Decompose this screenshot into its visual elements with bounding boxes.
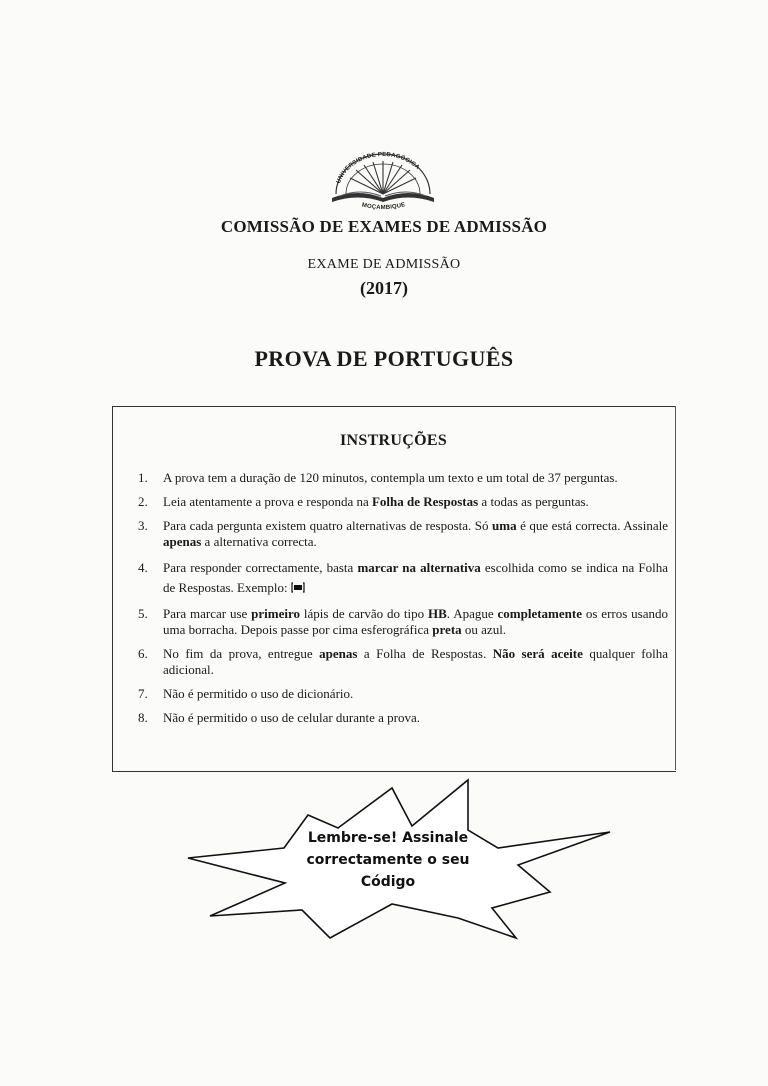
- university-seal-logo: [318, 150, 448, 214]
- instruction-text: os erros usando uma borracha. Depois passe por cima esferográfica: [163, 606, 668, 637]
- instruction-text: A prova tem a duração de 120 minutos, contempla um texto e um total de 37 perguntas.: [163, 470, 618, 485]
- instruction-text: lápis de carvão do tipo: [300, 606, 428, 621]
- instructions-list: [138, 470, 668, 734]
- instruction-text: a Folha de Respostas.: [357, 646, 493, 661]
- instruction-number: 6.: [138, 646, 148, 661]
- instruction-text: No fim da prova, entregue: [163, 646, 320, 661]
- instruction-text: Para marcar use: [163, 606, 252, 621]
- instruction-emphasis: apenas: [163, 534, 202, 549]
- instruction-number: 3.: [138, 518, 148, 533]
- instruction-number: 4.: [138, 560, 148, 575]
- instruction-number: 7.: [138, 686, 148, 701]
- instruction-text: Não é permitido o uso de dicionário.: [163, 686, 354, 701]
- seal-arc-text: UNIVERSIDADE PEDAGÓGICA: [335, 151, 421, 185]
- reminder-text: [270, 827, 506, 893]
- instruction-item: [138, 606, 668, 638]
- instruction-item: [138, 558, 668, 598]
- instruction-item: [138, 494, 668, 510]
- instruction-text: Leia atentamente a prova e responda na: [163, 494, 372, 509]
- instruction-emphasis: primeiro: [251, 606, 301, 621]
- instruction-emphasis: Não será aceite: [492, 646, 583, 661]
- instruction-text: Para cada pergunta existem quatro alternativas de resposta. Só: [163, 518, 493, 533]
- instruction-emphasis: completamente: [497, 606, 582, 621]
- instruction-text: Não é permitido o uso de celular durante a prova.: [163, 710, 421, 725]
- instruction-text: Para responder correctamente, basta: [163, 560, 358, 575]
- instruction-text: . Apague: [446, 606, 498, 621]
- svg-text:MOÇAMBIQUE: [361, 202, 406, 211]
- instructions-box-right-edge: [675, 406, 676, 770]
- exam-year: (2017): [360, 278, 408, 298]
- instruction-emphasis: preta: [432, 622, 462, 637]
- reminder-line: correctamente o seu: [306, 852, 470, 868]
- instruction-item: [138, 710, 668, 726]
- seal-bottom-text: MOÇAMBIQUE: [361, 202, 407, 212]
- instruction-text: é que está correcta. Assinale: [516, 518, 668, 533]
- commission-title: COMISSÃO DE EXAMES DE ADMISSÃO: [220, 217, 548, 236]
- instruction-item: [138, 646, 668, 678]
- instruction-number: 2.: [138, 494, 148, 509]
- instruction-emphasis: marcar na alternativa: [357, 560, 481, 575]
- instruction-item: [138, 470, 668, 486]
- reminder-line: Código: [360, 874, 416, 890]
- reminder-line: Lembre-se! Assinale: [307, 830, 469, 846]
- subject-title: PROVA DE PORTUGUÊS: [254, 346, 514, 371]
- instruction-emphasis: apenas: [319, 646, 358, 661]
- instruction-emphasis: uma: [492, 518, 517, 533]
- instruction-number: 1.: [138, 470, 148, 485]
- instruction-text: ou azul.: [461, 622, 507, 637]
- exam-title: EXAME DE ADMISSÃO: [307, 257, 461, 272]
- instruction-number: 5.: [138, 606, 148, 621]
- instruction-emphasis: HB: [427, 606, 447, 621]
- instruction-text: a alternativa correcta.: [201, 534, 317, 549]
- marked-answer-example-icon: [291, 582, 305, 593]
- instruction-number: 8.: [138, 710, 148, 725]
- instruction-text: qualquer folha adicional.: [163, 646, 669, 677]
- instruction-item: [138, 518, 668, 550]
- instruction-text: escolhida como se indica na Folha de Respostas. Exemplo:: [163, 560, 668, 595]
- instruction-emphasis: Folha de Respostas: [371, 494, 479, 509]
- instruction-item: [138, 686, 668, 702]
- instructions-title: INSTRUÇÕES: [339, 432, 448, 449]
- instruction-text: a todas as perguntas.: [478, 494, 589, 509]
